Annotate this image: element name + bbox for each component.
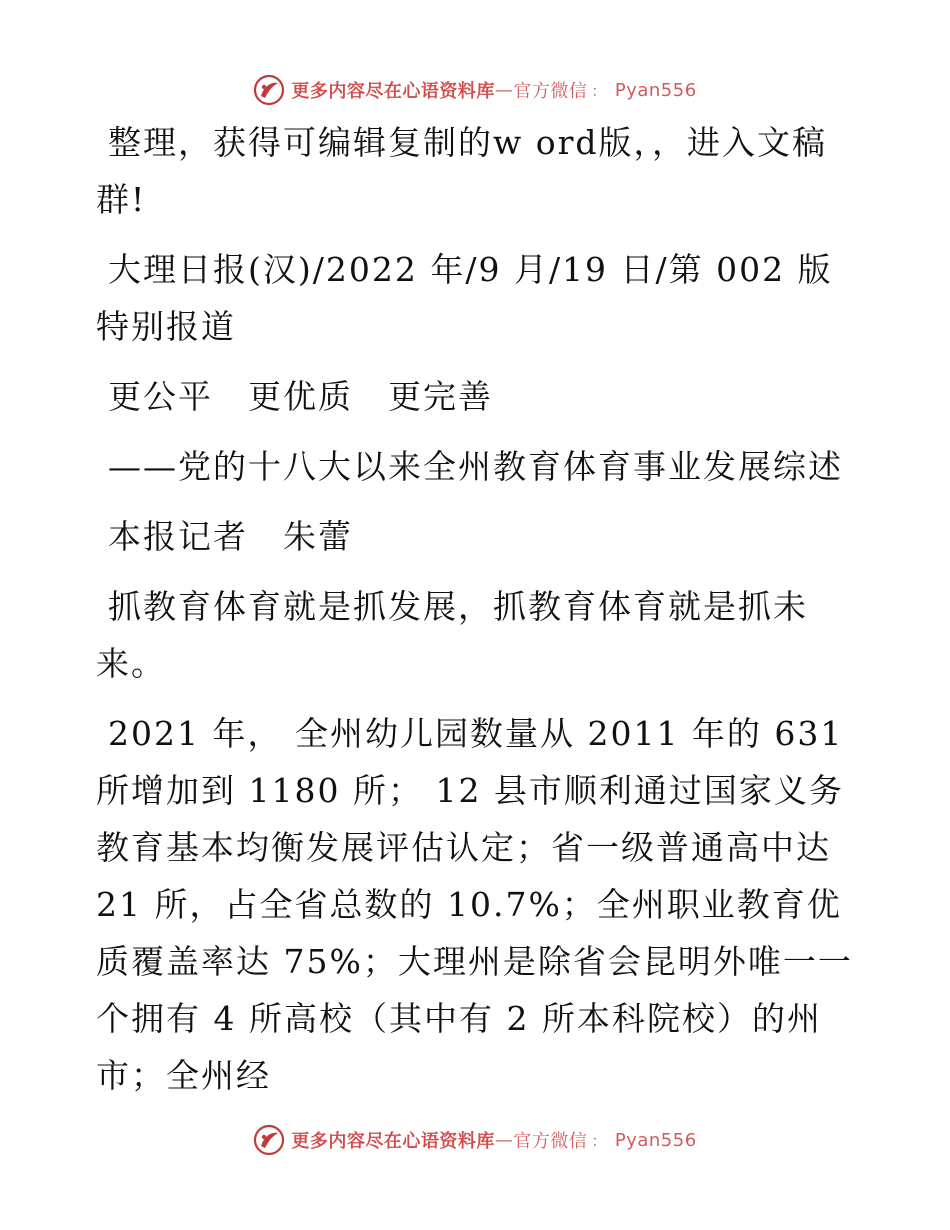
body-paragraph: 2021 年， 全州幼儿园数量从 2011 年的 631 所增加到 1180 所； 12 县市顺利通过国家义务教育基本均衡发展评估认定；省一级普通高中达 21 所，占全省总数的 10.7%；全州职业教育优质覆盖率达 75%；大理州是除省会昆明外唯一一个拥有 4 所高校（其中有 2 所本科院校）的州市；全州经 xyxy=(96,714,853,1095)
watermark-label: 官方微信 xyxy=(513,1131,588,1152)
footer-watermark xyxy=(0,1120,950,1160)
watermark-brand: 更多内容尽在心语资料库 xyxy=(291,1131,495,1152)
watermark-brand: 更多内容尽在心语资料库 xyxy=(291,81,495,102)
lead-paragraph: 抓教育体育就是抓发展，抓教育体育就是抓未来。 xyxy=(96,587,808,683)
watermark-dash: — xyxy=(494,1129,514,1151)
brand-logo-icon xyxy=(253,74,285,106)
document-body xyxy=(96,114,856,1117)
watermark-separator: ： xyxy=(591,1131,607,1150)
brand-logo-icon xyxy=(253,1124,285,1156)
byline: 本报记者 朱蕾 xyxy=(108,517,353,556)
article-subtitle: ——党的十八大以来全州教育体育事业发展综述 xyxy=(108,447,843,486)
watermark-dash: — xyxy=(494,79,514,101)
intro-paragraph: 整理，获得可编辑复制的w ord版，，进入文稿群! xyxy=(96,123,828,219)
watermark-separator: ： xyxy=(591,81,607,100)
watermark-wechat-id: Pyan556 xyxy=(614,79,697,101)
watermark-label: 官方微信 xyxy=(513,81,588,102)
article-title: 更公平 更优质 更完善 xyxy=(108,377,493,416)
watermark-wechat-id: Pyan556 xyxy=(614,1129,697,1151)
source-line: 大理日报(汉)/2022 年/9 月/19 日/第 002 版特别报道 xyxy=(96,250,833,346)
header-watermark xyxy=(0,70,950,110)
